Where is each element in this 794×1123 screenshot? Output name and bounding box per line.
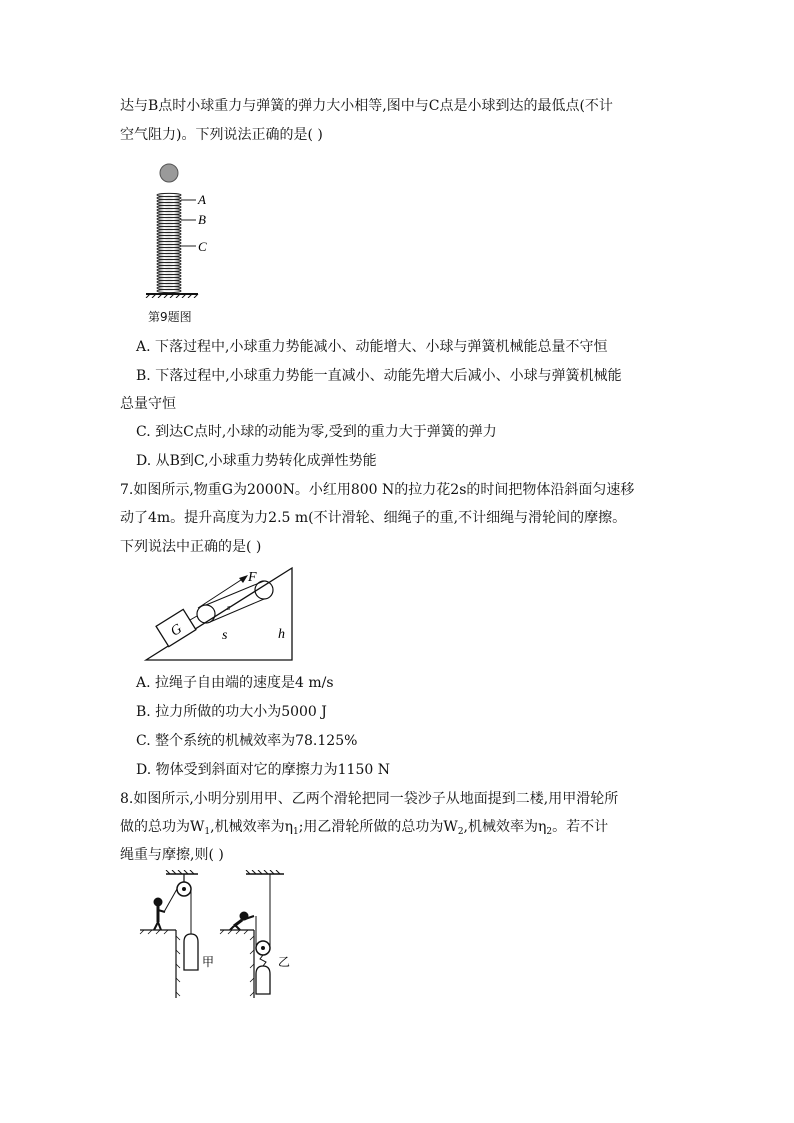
q8-stem-line1: 8.如图所示,小明分别用甲、乙两个滑轮把同一袋沙子从地面提到二楼,用甲滑轮所 [120, 791, 619, 807]
force-arrow [198, 578, 244, 608]
label-g: G [168, 621, 185, 640]
sand-bag-yi [256, 966, 270, 994]
q7-stem-line1: 7.如图所示,物重G为2000N。小红用800 N的拉力花2s的时间把物体沿斜面匀速移 [120, 482, 635, 498]
arrow-head [239, 575, 248, 583]
pulleys-figure [136, 870, 306, 1000]
q7-option-a: A. 拉绳子自由端的速度是4 m/s [136, 675, 334, 691]
block-g [156, 609, 196, 646]
spring [157, 193, 181, 292]
q8-stem-line3: 绳重与摩擦,则( ) [120, 847, 224, 863]
label-c: C [198, 239, 207, 254]
q8-stem-line2: 做的总功为$W_1$,机械效率为$\eta_1$;用乙滑轮所做的总功为$W_2$,机械效率为$\eta_2$。若不计 [120, 819, 609, 837]
q7-option-c: C. 整个系统的机械效率为78.125% [136, 733, 358, 749]
q6-option-b-line2: 总量守恒 [120, 396, 176, 412]
q6-stem-line2: 空气阻力)。下列说法正确的是( ) [120, 127, 323, 143]
q7-option-b: B. 拉力所做的功大小为5000 J [136, 704, 327, 720]
figure-caption-q6: 第9题图 [148, 310, 192, 324]
label-a: A [198, 192, 206, 207]
q6-option-c: C. 到达C点时,小球的动能为零,受到的重力大于弹簧的弹力 [136, 424, 497, 440]
label-jia: 甲 [202, 955, 215, 969]
label-f: F [248, 570, 257, 585]
q6-option-b-line1: B. 下落过程中,小球重力势能一直减小、动能先增大后减小、小球与弹簧机械能 [136, 368, 622, 384]
hook [190, 616, 197, 620]
spring-ball-figure [140, 158, 240, 298]
q7-option-d: D. 物体受到斜面对它的摩擦力为1150 N [136, 762, 390, 778]
q7-stem-line2: 动了4m。提升高度为力2.5 m(不计滑轮、细绳子的重,不计细绳与滑轮间的摩擦。 [120, 510, 627, 526]
q6-stem-line1: 达与B点时小球重力与弹簧的弹力大小相等,图中与C点是小球到达的最低点(不计 [120, 98, 613, 114]
label-s: s [222, 628, 228, 643]
label-s-small: s [227, 603, 231, 612]
person-jia [154, 898, 165, 930]
person-yi [230, 912, 254, 930]
movable-pulley [197, 605, 215, 623]
q6-option-d: D. 从B到C,小球重力势转化成弹性势能 [136, 453, 377, 469]
incline-pulley-figure [140, 564, 300, 664]
sand-bag-jia [184, 934, 198, 970]
label-b: B [198, 212, 206, 227]
q6-option-a: A. 下落过程中,小球重力势能减小、动能增大、小球与弹簧机械能总量不守恒 [136, 339, 608, 355]
q7-stem-line3: 下列说法中正确的是( ) [120, 539, 262, 555]
ball [160, 164, 178, 182]
label-yi: 乙 [278, 955, 291, 969]
label-h: h [278, 627, 285, 642]
